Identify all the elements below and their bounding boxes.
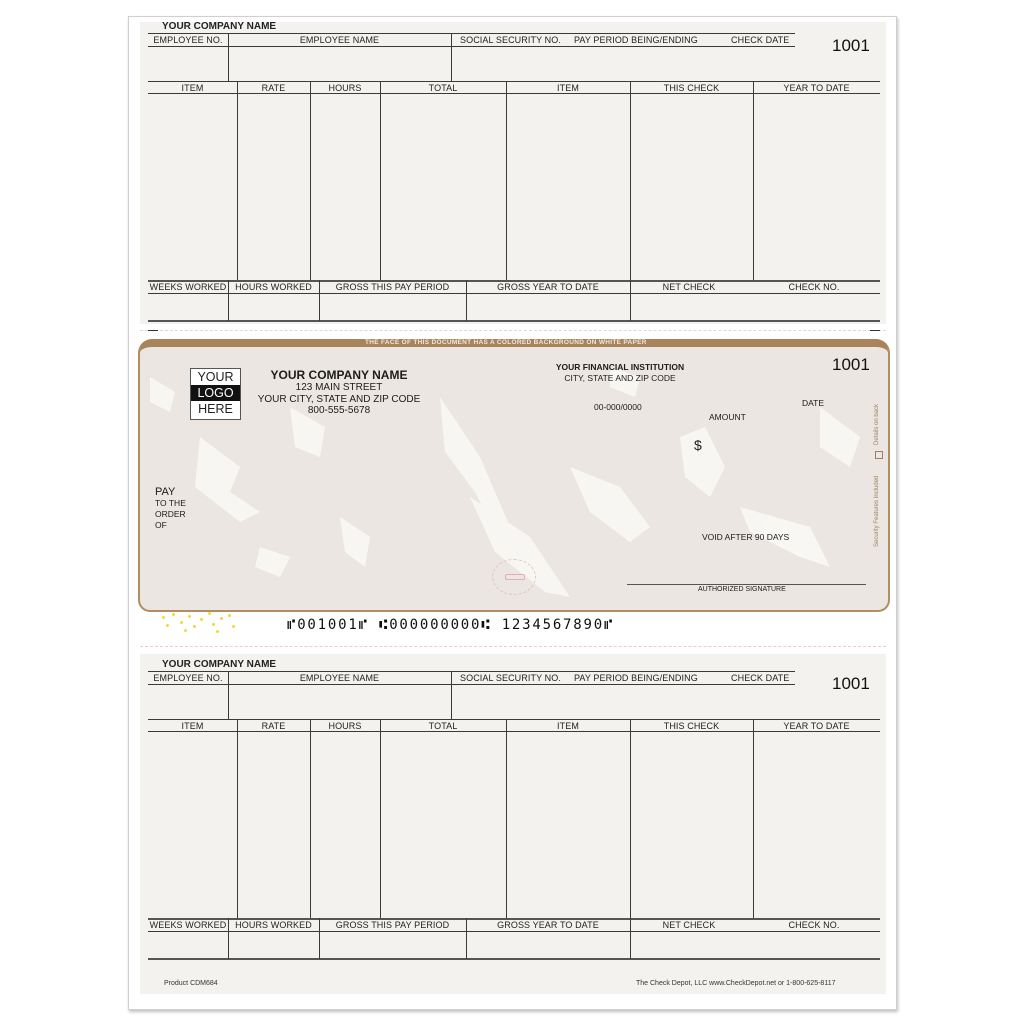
bottom-stub bbox=[140, 654, 886, 994]
col-hours: HOURS bbox=[328, 83, 362, 93]
col-check-no: CHECK NO. bbox=[788, 920, 840, 930]
col-gross-ytd: GROSS YEAR TO DATE bbox=[497, 920, 599, 930]
perforation-top bbox=[140, 330, 886, 331]
signature-label: AUTHORIZED SIGNATURE bbox=[698, 586, 786, 593]
to-the-label: TO THE bbox=[155, 498, 186, 508]
padlock-icon bbox=[875, 451, 883, 459]
col-hours: HOURS bbox=[328, 721, 362, 731]
col-hours-worked: HOURS WORKED bbox=[235, 920, 312, 930]
col-gross-this-period: GROSS THIS PAY PERIOD bbox=[335, 282, 450, 292]
bank-address: CITY, STATE AND ZIP CODE bbox=[564, 373, 676, 383]
micr-line: ⑈001001⑈ ⑆000000000⑆ 1234567890⑈ bbox=[287, 617, 615, 633]
label-check-date: CHECK DATE bbox=[731, 35, 790, 45]
top-stub-company-name: YOUR COMPANY NAME bbox=[162, 21, 277, 32]
col-check-no: CHECK NO. bbox=[788, 282, 840, 292]
logo-line1: YOUR bbox=[197, 370, 234, 384]
label-employee-name: EMPLOYEE NAME bbox=[299, 673, 380, 683]
check-address-line2: YOUR CITY, STATE AND ZIP CODE bbox=[257, 394, 421, 405]
perforation-bottom bbox=[140, 646, 886, 647]
col-weeks-worked: WEEKS WORKED bbox=[149, 920, 227, 930]
bottom-stub-company-name: YOUR COMPANY NAME bbox=[162, 659, 277, 670]
void-notice: VOID AFTER 90 DAYS bbox=[702, 532, 790, 542]
label-pay-period: PAY PERIOD BEING/ENDING bbox=[574, 673, 698, 683]
bottom-stub-check-number: 1001 bbox=[832, 674, 870, 693]
security-features: Security Features Included bbox=[874, 475, 880, 547]
logo-placeholder bbox=[190, 368, 241, 420]
product-code: Product CDM684 bbox=[164, 980, 218, 987]
col-item: ITEM bbox=[181, 721, 204, 731]
label-employee-no: EMPLOYEE NO. bbox=[153, 35, 223, 45]
vendor-info: The Check Depot, LLC www.CheckDepot.net or 1-800-625-8117 bbox=[636, 980, 836, 987]
warning-banner: THE FACE OF THIS DOCUMENT HAS A COLORED BACKGROUND ON WHITE PAPER bbox=[365, 339, 647, 346]
check-number: 1001 bbox=[832, 355, 870, 374]
col-this-check: THIS CHECK bbox=[663, 721, 720, 731]
col-item-deduction: ITEM bbox=[557, 83, 579, 93]
col-year-to-date: YEAR TO DATE bbox=[783, 83, 850, 93]
col-item-deduction: ITEM bbox=[557, 721, 579, 731]
security-dots bbox=[160, 611, 240, 633]
check-phone: 800-555-5678 bbox=[307, 405, 371, 416]
logo-line2: LOGO bbox=[191, 385, 240, 401]
col-gross-ytd: GROSS YEAR TO DATE bbox=[497, 282, 599, 292]
amount-label: AMOUNT bbox=[709, 412, 746, 422]
label-ssn: SOCIAL SECURITY NO. bbox=[460, 673, 561, 683]
signature-line bbox=[627, 584, 866, 585]
date-label: DATE bbox=[802, 398, 825, 408]
col-total: TOTAL bbox=[428, 721, 458, 731]
top-stub-check-number: 1001 bbox=[832, 36, 870, 55]
col-net-check: NET CHECK bbox=[662, 282, 716, 292]
top-stub bbox=[140, 22, 886, 324]
col-gross-this-period: GROSS THIS PAY PERIOD bbox=[335, 920, 450, 930]
col-year-to-date: YEAR TO DATE bbox=[783, 721, 850, 731]
heat-seal-icon bbox=[492, 559, 536, 595]
label-employee-name: EMPLOYEE NAME bbox=[299, 35, 380, 45]
label-check-date: CHECK DATE bbox=[731, 673, 790, 683]
label-employee-no: EMPLOYEE NO. bbox=[153, 673, 223, 683]
col-item: ITEM bbox=[181, 83, 204, 93]
label-ssn: SOCIAL SECURITY NO. bbox=[460, 35, 561, 45]
fraction-code: 00-000/0000 bbox=[594, 402, 642, 412]
col-rate: RATE bbox=[261, 721, 286, 731]
logo-line3: HERE bbox=[198, 402, 233, 416]
bank-name: YOUR FINANCIAL INSTITUTION bbox=[555, 362, 685, 372]
col-weeks-worked: WEEKS WORKED bbox=[149, 282, 227, 292]
order-label: ORDER bbox=[155, 509, 186, 519]
check-address-line1: 123 MAIN STREET bbox=[295, 382, 383, 393]
security-side-text bbox=[872, 395, 886, 555]
check-company-name: YOUR COMPANY NAME bbox=[270, 368, 408, 382]
col-rate: RATE bbox=[261, 83, 286, 93]
col-this-check: THIS CHECK bbox=[663, 83, 720, 93]
col-hours-worked: HOURS WORKED bbox=[235, 282, 312, 292]
details-on-back: Details on back bbox=[874, 403, 880, 445]
dollar-sign: $ bbox=[694, 437, 702, 453]
col-total: TOTAL bbox=[428, 83, 458, 93]
of-label: OF bbox=[155, 520, 167, 530]
col-net-check: NET CHECK bbox=[662, 920, 716, 930]
pay-label: PAY bbox=[155, 486, 176, 498]
label-pay-period: PAY PERIOD BEING/ENDING bbox=[574, 35, 698, 45]
